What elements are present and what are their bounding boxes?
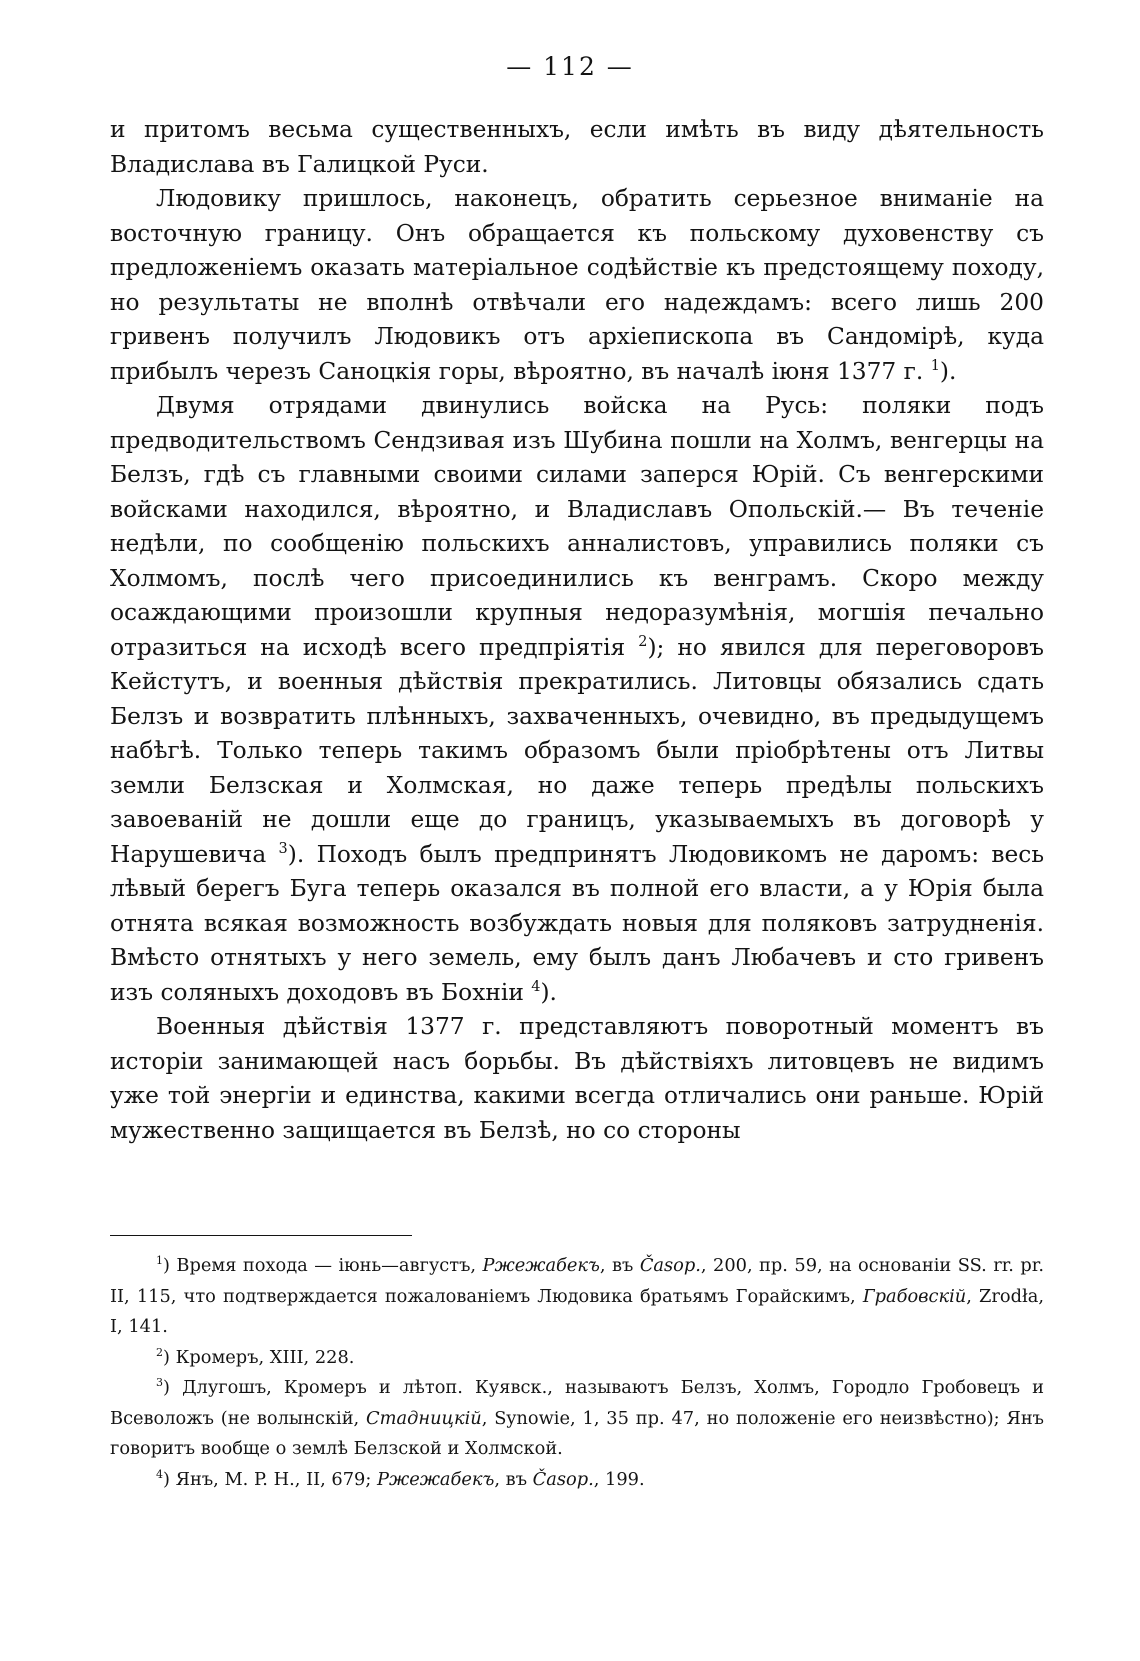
footnote-1: $^1$) Время похода — іюнь—августъ, Ржежабекъ, въ Časop., 200, пр. 59, на основаніи SS. rr. pr. II, 115, что подтверждается пожалованіемъ Людовика братьямъ Горайскимъ, Грабовскій, Zrodła, I, 141.: [110, 1254, 1044, 1337]
paragraph-text: но явился для переговоровъ Кейстутъ, и военныя дѣйствія прекратились. Литовцы обязались сдать Белзъ и возвратить плѣнныхъ, захваченныхъ, очевидно, въ предыдущемъ набѣгѣ. Только теперь такимъ образомъ были пріобрѣтены отъ Литвы земли Белзская и Холмская, но даже теперь предѣлы польскихъ завоеваній не дошли еще до границъ, указываемыхъ въ договорѣ у Нарушевича: [110, 633, 1044, 868]
paragraph-text: Военныя дѣйствія 1377 г. представляютъ поворотный моментъ въ исторіи занимающей насъ борьбы. Въ дѣйствіяхъ литовцевъ не видимъ уже той энергіи и единства, какими всегда отличались они раньше. Юрій мужественно защищается въ Белзѣ, но со стороны: [110, 1013, 1044, 1144]
footnote-text: Длугошъ, Кромеръ и лѣтоп. Куявск., называютъ Белзъ, Холмъ, Городло Гробовецъ и Всеволожъ (не волынскій,: [110, 1377, 1044, 1429]
footnote-number: 3: [156, 1376, 164, 1390]
paragraph-continued: [110, 113, 1044, 182]
paragraph: [110, 1010, 1044, 1148]
author-name: Ржежабекъ: [482, 1255, 600, 1276]
source-title: Časop.: [639, 1255, 701, 1276]
footnote-number: 2: [156, 1345, 164, 1359]
footnote-2: $^2$) Кромеръ, XIII, 228.: [156, 1345, 355, 1368]
paragraph-text: Людовику пришлось, наконецъ, обратить серьезное вниманіе на восточную границу. Онъ обращается къ польскому духовенству съ предложеніемъ оказать матеріальное содѣйствіе къ предстоящему походу, но результаты не вполнѣ отвѣчали его надеждамъ: всего лишь 200 гривенъ получилъ Людовикъ отъ архіепископа въ Сандомірѣ, куда прибылъ черезъ Саноцкія горы, вѣроятно, въ началѣ іюня 1377 г.: [110, 185, 1044, 385]
footnote-text: Время похода — іюнь—августъ,: [176, 1255, 477, 1276]
footnote-ref: 3: [278, 840, 288, 857]
footnote-text: , Synowie, 1, 35 пр. 47, но положеніе его неизвѣстно); Янъ говоритъ вообще о землѣ Белзской и Холмской.: [110, 1407, 1045, 1459]
footnote-number: 4: [156, 1467, 164, 1481]
footnote-text: , въ: [494, 1468, 528, 1490]
paragraph-text: и притомъ весьма существенныхъ, если имѣть въ виду дѣятельность Владислава въ Галицкой Руси.: [110, 116, 1044, 178]
footnote-ref: 2: [638, 633, 648, 650]
footnote-3: $^3$) Длугошъ, Кромеръ и лѣтоп. Куявск., называютъ Белзъ, Холмъ, Городло Гробовецъ и Всеволожъ (не волынскій, Стадницкій, Synowie, 1, 35 пр. 47, но положеніе его неизвѣстно); Янъ говоритъ вообще о землѣ Белзской и Холмской.: [110, 1376, 1045, 1459]
source-title: Časop.: [532, 1468, 594, 1490]
paragraph: Двумя отрядами двинулись войска на Русь: поляки подъ предводительствомъ Сендзивая изъ Шубина пошли на Холмъ, венгерцы на Белзъ, гдѣ съ главными своими силами заперся Юрій. Съ венгерскими войсками находился, вѣроятно, и Владиславъ Опольскій.— Въ теченіе недѣли, по сообщенію польскихъ анналистовъ, управились поляки съ Холмомъ, послѣ чего присоединились къ венграмъ. Скоро между осаждающими произошли крупныя недоразумѣнія, могшія печально отразиться на исходѣ всего предпріятія $^2$); но явился для переговоровъ Кейстутъ, и военныя дѣйствія прекратились. Литовцы обязались сдать Белзъ и возвратить плѣнныхъ, захваченныхъ, очевидно, въ предыдущемъ набѣгѣ. Только теперь такимъ образомъ были пріобрѣтены отъ Литвы земли Белзская и Холмская, но даже теперь предѣлы польскихъ завоеваній не дошли еще до границъ, указываемыхъ въ договорѣ у Нарушевича $^3$). Походъ былъ предпринятъ Людовикомъ не даромъ: весь лѣвый берегъ Буга теперь оказался въ полной его власти, а у Юрія была отнята всякая возможность возбуждать новыя для поляковъ затрудненія. Вмѣсто отнятыхъ у него земель, ему былъ данъ Любачевъ и сто гривенъ изъ соляныхъ доходовъ въ Бохніи $^4$).: [110, 392, 1045, 1006]
footnote-text: Янъ, M. P. H., II, 679;: [175, 1468, 372, 1490]
author-name: Ржежабекъ: [377, 1468, 495, 1490]
footnote-number: 1: [156, 1254, 164, 1268]
footnote-separator: [110, 1235, 412, 1236]
author-name: Грабовскій: [862, 1285, 967, 1307]
paragraph-text: Походъ былъ предпринятъ Людовикомъ не даромъ: весь лѣвый берегъ Буга теперь оказался въ полной его власти, а у Юрія была отнята всякая возможность возбуждать новыя для поляковъ затрудненія. Вмѣсто отнятыхъ у него земель, ему былъ данъ Любачевъ и сто гривенъ изъ соляныхъ доходовъ въ Бохніи: [110, 840, 1045, 1006]
footnote-4: $^4$) Янъ, M. P. H., II, 679; Ржежабекъ, въ Časop., 199.: [156, 1467, 645, 1490]
author-name: Стадницкій: [366, 1407, 482, 1429]
main-text: [110, 113, 1044, 1148]
footnote-text: , 200, пр. 59, на основаніи SS. rr. pr. II, 115, что подтверждается пожалованіемъ Людовика братьямъ Горайскимъ,: [110, 1255, 1044, 1307]
footnote-text: , 199.: [593, 1468, 645, 1490]
footnote-ref: 1: [930, 357, 940, 374]
paragraph: Людовику пришлось, наконецъ, обратить серьезное вниманіе на восточную границу. Онъ обращается къ польскому духовенству съ предложеніемъ оказать матеріальное содѣйствіе къ предстоящему походу, но результаты не вполнѣ отвѣчали его надеждамъ: всего лишь 200 гривенъ получилъ Людовикъ отъ архіепископа въ Сандомірѣ, куда прибылъ черезъ Саноцкія горы, вѣроятно, въ началѣ іюня 1377 г. $^1$).: [110, 185, 1044, 385]
page-number: — 112 —: [506, 52, 634, 81]
footnote-text: , въ: [599, 1255, 634, 1276]
footnote-text: , Zrodła, I, 141.: [110, 1285, 1044, 1337]
footnote-text: Кромеръ, XIII, 228.: [175, 1346, 355, 1368]
footnote-ref: 4: [531, 978, 541, 995]
paragraph-text: Двумя отрядами двинулись войска на Русь: поляки подъ предводительствомъ Сендзивая изъ Шубина пошли на Холмъ, венгерцы на Белзъ, гдѣ съ главными своими силами заперся Юрій. Съ венгерскими войсками находился, вѣроятно, и Владиславъ Опольскій.— Въ теченіе недѣли, по сообщенію польскихъ анналистовъ, управились поляки съ Холмомъ, послѣ чего присоединились къ венграмъ. Скоро между осаждающими произошли крупныя недоразумѣнія, могшія печально отразиться на исходѣ всего предпріятія: [110, 392, 1044, 661]
footnotes: [110, 1251, 1044, 1495]
